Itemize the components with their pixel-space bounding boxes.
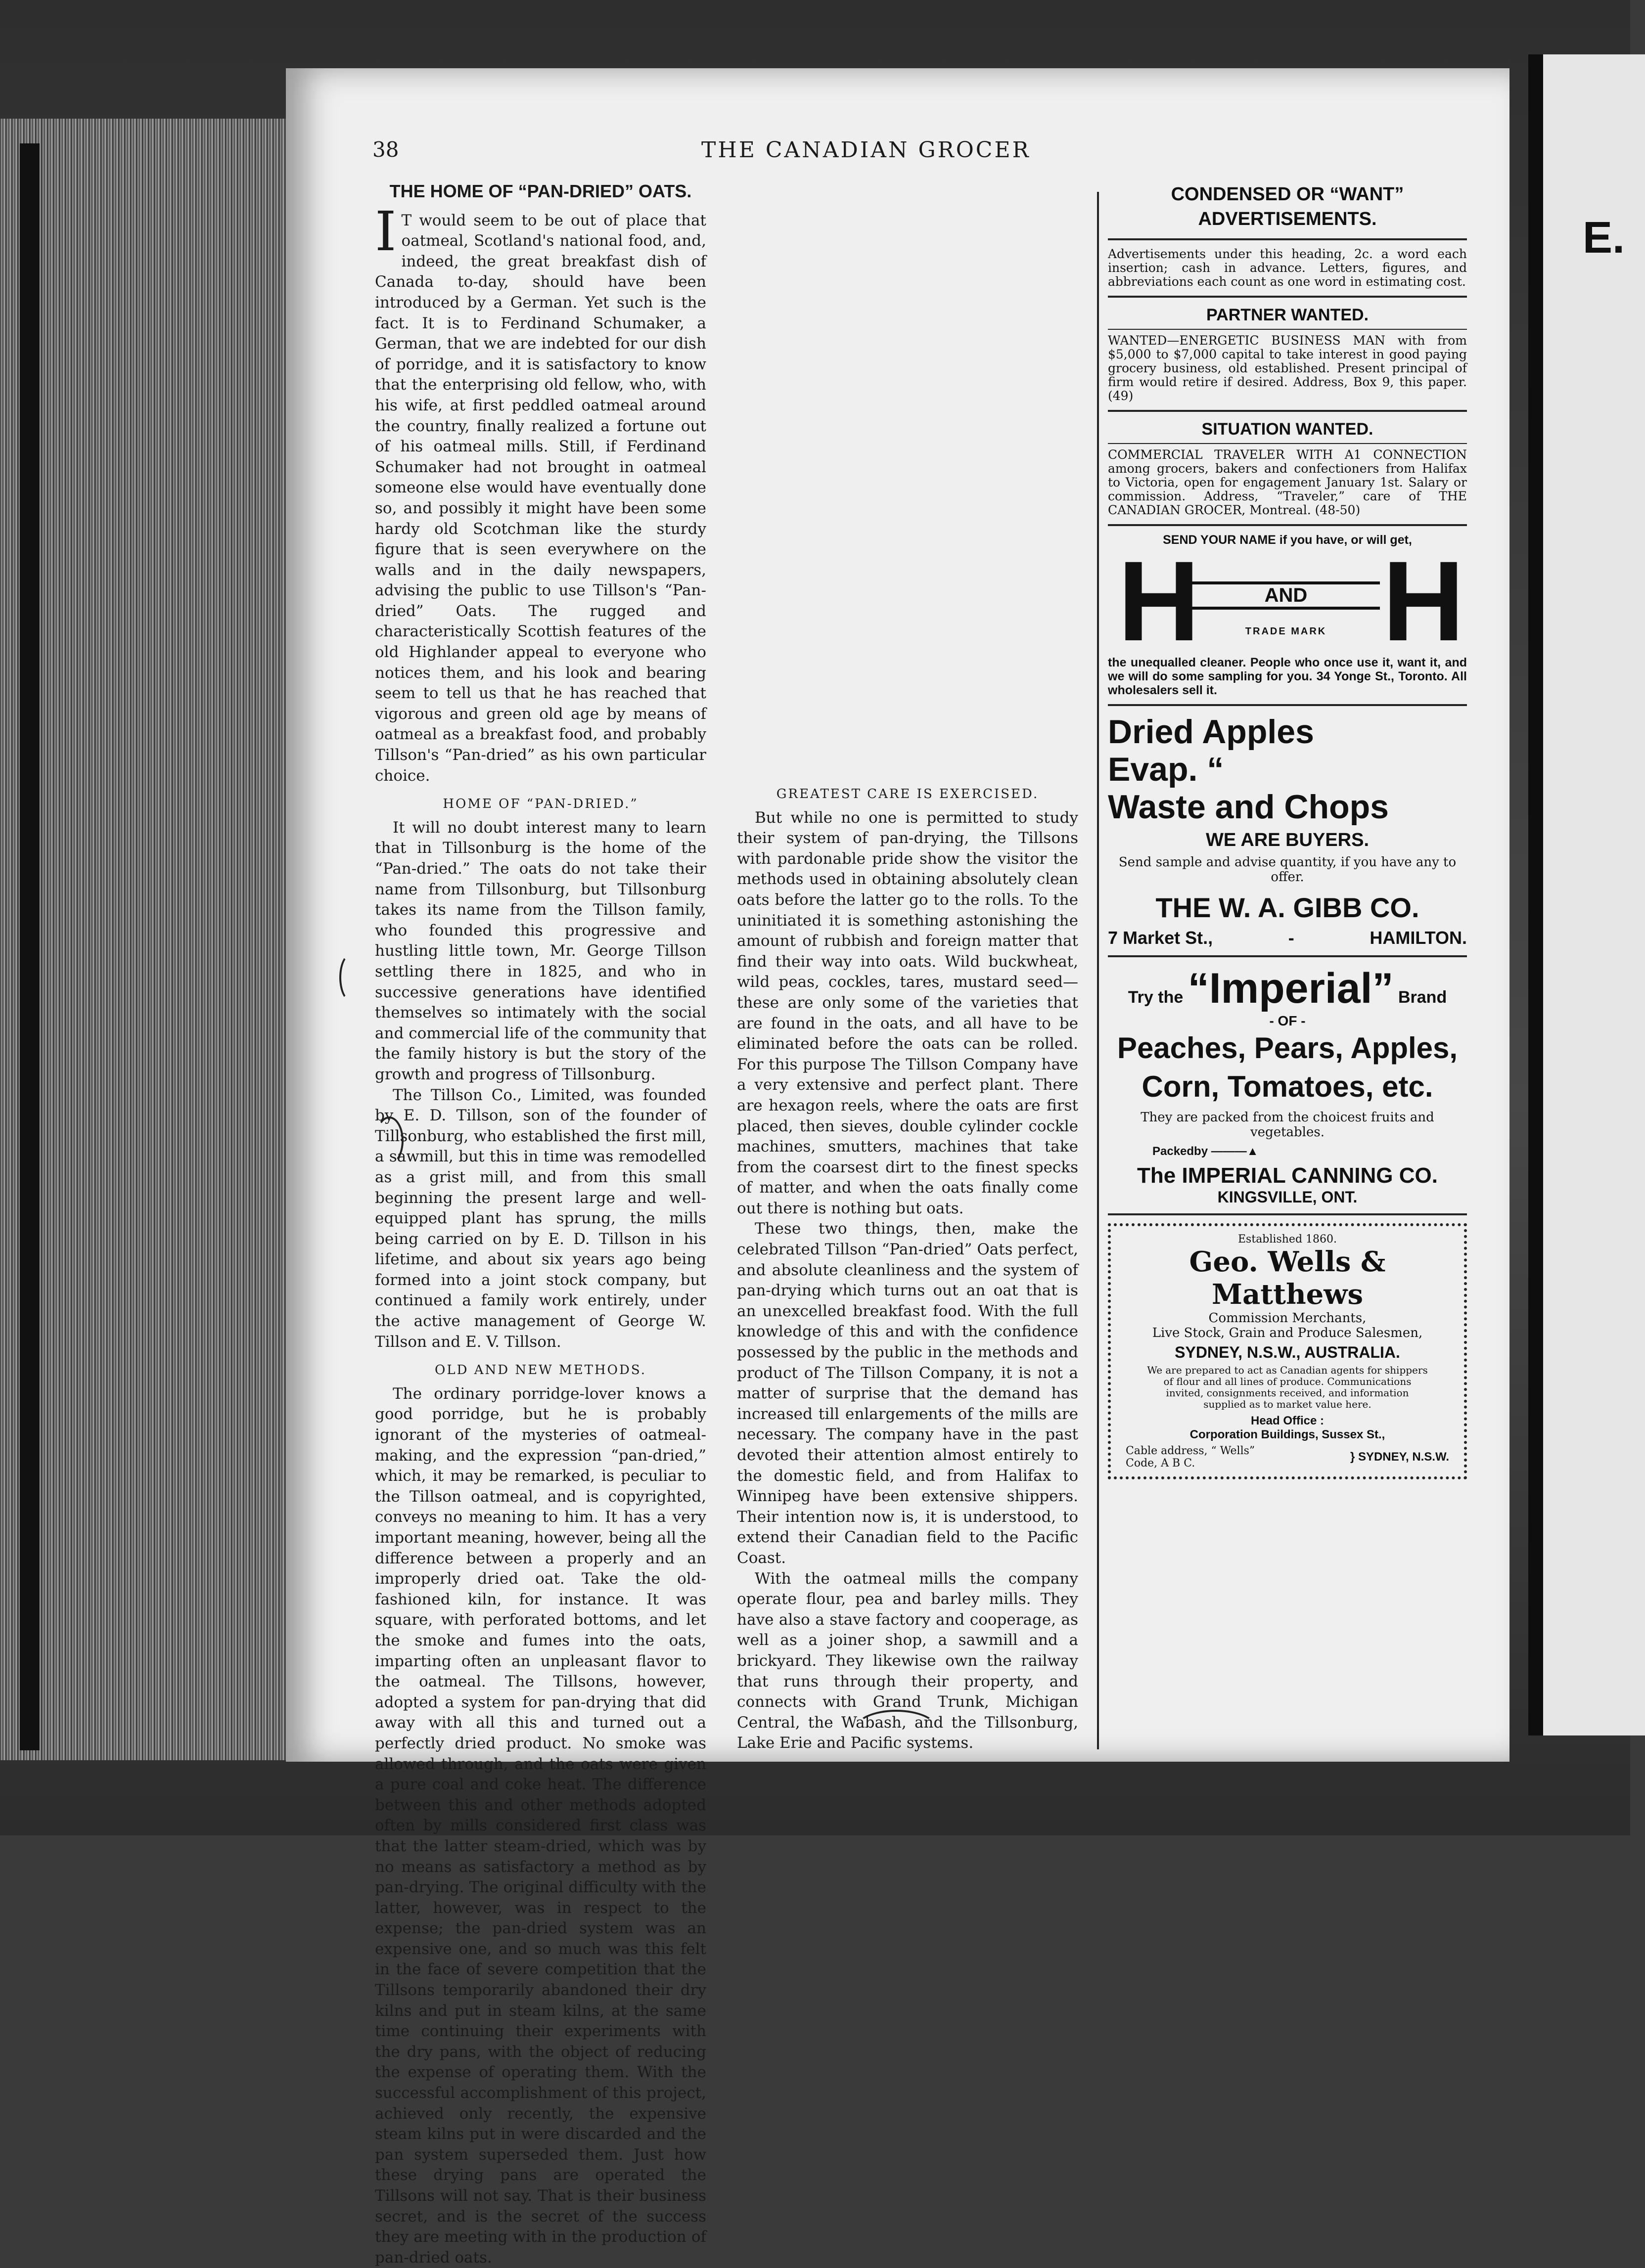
adjacent-page-letter: E. [1583, 213, 1625, 263]
gibb-address: 7 Market St., [1108, 928, 1213, 948]
wells-office: Corporation Buildings, Sussex St., [1189, 1428, 1385, 1441]
hh-trademark-label: TRADE MARK [1245, 626, 1327, 637]
imperial-packedby [1152, 1145, 1467, 1158]
article-intro: IT would seem to be out of place that oatmeal, Scotland's national food, and, indeed, the great breakfast dish of Canada to-day, should have been introduced by a German. Yet such is the fact. It is to Ferdinand Schumaker, a German, that we are indebted for our dish of porridge, and it is satisfactory to know that the enterprising old fellow, who, with his wife, at first peddled oatmeal around the country, finally realized a fortune out of his oatmeal mills. Still, if Ferdinand Schumaker had not brought in oatmeal someone else would have eventually done so, and possibly it might have been some hardy old Scotchman like the sturdy figure that is seen everywhere on the walls and in the daily newspapers, advising the public to use Tillson's “Pan-dried” Oats. The rugged and characteristically Scottish features of the old Highlander appeal to everyone who notices them, and his look and bearing seem to tell us that he has reached that vigorous and green old age by means of oatmeal as a breakfast food, and probably Tillson's “Pan-dried” as his own particular choice. [375, 199, 706, 785]
want-ads-terms: Advertisements under this heading, 2c. a word each insertion; cash in advance. Letters, figures, and abbreviations each count as one word in estimating cost. [1108, 247, 1467, 289]
wells-name: Geo. Wells & Matthews [1189, 1245, 1386, 1311]
wells-cable: Cable address, “ Wells” [1126, 1445, 1255, 1457]
gibb-buyers: WE ARE BUYERS. [1205, 830, 1370, 850]
wells-city: SYDNEY, N.S.W., AUSTRALIA. [1175, 1343, 1400, 1361]
gibb-dash: - [1288, 928, 1294, 948]
pencil-mark [375, 1116, 404, 1165]
wells-code: Code, A B C. [1126, 1457, 1195, 1469]
situation-wanted-text: COMMERCIAL TRAVELER WITH A1 CONNECTION among grocers, bakers and confectioners from Halifax to Victoria, open for engagement January 1st. Salary or commission. Address, “Traveler,” care of THE CANADIAN GROCER, Montreal. (48-50) [1108, 447, 1467, 517]
wells-cable-block [1126, 1445, 1255, 1469]
situation-wanted-head: SITUATION WANTED. [1201, 420, 1373, 439]
pencil-mark [339, 953, 363, 1002]
article-title: THE HOME OF “PAN-DRIED” OATS. [389, 181, 692, 201]
imperial-products-1: Peaches, Pears, Apples, [1117, 1031, 1458, 1065]
arrow-icon: ―――▲ [1211, 1145, 1259, 1158]
gibb-city: HAMILTON. [1370, 928, 1467, 948]
newspaper-page [286, 68, 1509, 2267]
article-para-2: The Tillson Co., Limited, was founded by E. D. Tillson, son of the founder of Tillsonburg, who established the first mill, a sawmill, but this in time was remodelled as a grist mill, and from this small beginning the present large and well-equipped plant has sprung, the mills being carried on by E. D. Tillson in his lifetime, and about six years ago being formed into a joint stock company, but continued a family work entirely, under the active management of George W. Tillson and E. V. Tillson. [375, 1086, 706, 1351]
hh-and: AND [1192, 581, 1380, 610]
imperial-try: Try the [1128, 988, 1184, 1007]
gibb-evap: Evap. “ [1108, 751, 1224, 788]
running-head: THE CANADIAN GROCER [701, 137, 1031, 163]
hh-ad-top: SEND YOUR NAME if you have, or will get, [1163, 533, 1412, 547]
book-page-edges [0, 119, 297, 1760]
partner-wanted-head: PARTNER WANTED. [1206, 306, 1369, 324]
article-column-2 [737, 181, 1078, 1754]
subhead-care: GREATEST CARE IS EXERCISED. [776, 787, 1039, 801]
wells-role-2: Live Stock, Grain and Produce Salesmen, [1152, 1326, 1423, 1340]
divider [1108, 410, 1467, 412]
divider [1108, 296, 1467, 298]
gibb-company-name: THE W. A. GIBB CO. [1155, 892, 1419, 923]
wells-sydney: } SYDNEY, N.S.W. [1350, 1450, 1449, 1464]
imperial-brand: Brand [1398, 988, 1447, 1007]
divider [1108, 704, 1467, 706]
hh-ad-bottom: the unequalled cleaner. People who once use it, want it, and we will do some sampling for you. 34 Yonge St., Toronto. All wholesalers sell it. [1108, 656, 1467, 697]
book-cover-edge [20, 143, 40, 1750]
article-para-5: These two things, then, make the celebrated Tillson “Pan-dried” Oats perfect, and absolute cleanliness and the system of pan-drying which turns out an oat that is an unexcelled breakfast food. With the full knowledge of this and with the confidence possessed by the public in the methods and product of The Tillson Company, it is not a matter of surprise that the demand has increased till enlargements of the mills are necessary. The company have in the past devoted their attention almost entirely to the domestic field, and from Halifax to Winnipeg have been extensive shippers. Their intention now is, it is understood, to extend their Canadian field to the Pacific Coast. [737, 1220, 1078, 1567]
divider [1108, 955, 1467, 957]
gibb-waste-chops: Waste and Chops [1108, 788, 1389, 826]
imperial-headline [1108, 964, 1467, 1013]
pencil-mark [855, 1710, 938, 1748]
divider [1108, 329, 1467, 330]
subhead-home: HOME OF “PAN-DRIED.” [443, 797, 639, 812]
imperial-company: The IMPERIAL CANNING CO. [1137, 1163, 1438, 1188]
partner-wanted-text: WANTED—ENERGETIC BUSINESS MAN with from $5,000 to $7,000 capital to take interest in good paying grocery business, old established. Present principal of firm would retire if desired. Address, Box 9, this paper. (49) [1108, 333, 1467, 403]
wells-established: Established 1860. [1238, 1233, 1337, 1245]
imperial-packedby-label: Packedby [1152, 1145, 1208, 1158]
divider [1108, 1213, 1467, 1215]
wells-cable-row [1126, 1445, 1449, 1469]
imperial-city: KINGSVILLE, ONT. [1217, 1188, 1358, 1206]
wells-matthews-ad [1108, 1223, 1467, 1479]
article-para-6: With the oatmeal mills the company operate flour, pea and barley mills. They have also a stave factory and cooperage, as well as a joiner shop, a sawmill and a brickyard. They likewise own the railway that runs through their property, and connects with Grand Trunk, Michigan Central, the Wabash, and the Tillsonburg, Lake Erie and Pacific systems. [737, 1569, 1078, 1752]
article-para-1: It will no doubt interest many to learn that in Tillsonburg is the home of the “Pan-dried.” The oats do not take their name from Tillsonburg, but Tillsonburg takes its name from the Tillson family, who founded this progressive and hustling little town, Mr. George Tillson settling there in 1825, and who in successive generations have identified themselves so intimately with the social and commercial life of the community that the family history is but the story of the growth and progress of Tillsonburg. [375, 818, 706, 1083]
imperial-products-2: Corn, Tomatoes, etc. [1142, 1070, 1433, 1103]
wells-text: We are prepared to act as Canadian agents for shippers of flour and all lines of produce. Communications invited, consignments received, and information supplied as to market value here. [1147, 1364, 1428, 1410]
article-para-4: But while no one is permitted to study their system of pan-drying, the Tillsons with pardonable pride show the visitor the methods used in obtaining absolutely clean oats before the latter go to the rolls. To the uninitiated it is something astonishing the amount of rubbish and foreign matter that find their way into oats. Wild buckwheat, wild peas, cockles, tares, mustard seed—these are only some of the varieties that are found in the oats, and all have to be eliminated before the oats can be rolled. For this purpose The Tillson Company have a very extensive and perfect plant. There are hexagon reels, where the oats are first placed, then sieves, double cylinder cockle machines, smutters, machines that take from the coarsest dirt to the finest specks of matter, and when the oats finally come out there is nothing but oats. [737, 808, 1078, 1217]
imperial-packed-note: They are packed from the choicest fruits and vegetables. [1141, 1110, 1434, 1140]
wells-office-head: Head Office : [1250, 1414, 1325, 1427]
adjacent-page [1528, 54, 1645, 1735]
article-column-1 [375, 181, 706, 2267]
imperial-of: - OF - [1269, 1013, 1306, 1028]
divider [1108, 238, 1467, 240]
imperial-brand-name: “Imperial” [1188, 965, 1394, 1012]
divider [1108, 524, 1467, 526]
hh-letter-right: H [1382, 537, 1465, 665]
gibb-send-sample: Send sample and advise quantity, if you have any to offer. [1118, 855, 1457, 885]
article-para-3: The ordinary porridge-lover knows a good porridge, but he is probably ignorant of the mysteries of oatmeal-making, and the expression “pan-dried,” which, it may be remarked, is peculiar to the Tillson oatmeal, and is copyrighted, conveys no meaning to him. It has a very important meaning, however, being all the difference between a properly and an improperly dried oat. Take the old-fashioned kiln, for instance. It was square, with perforated bottoms, and let the smoke and fumes into the oats, imparting often an unpleasant flavor to the oatmeal. The Tillsons, however, adopted a system for pan-drying that did away with all this and turned out a perfectly dried product. No smoke was allowed through, and the oats were given a pure coal and coke heat. The difference between this and other methods adopted often by mills considered first class was that the latter steam-dried, which was by no means as satisfactory a method as by pan-drying. The original difficulty with the latter, however, was in respect to the expense; the pan-dried system was an expensive one, and so much was this felt in the face of severe competition that the Tillsons temporarily abandoned their dry kilns and put in steam kilns, at the same time continuing their experiments with the dry pans, with the object of reducing the expense of operating them. With the successful accomplishment of this project, achieved only recently, the expensive steam kilns put in were discarded and the pan system superseded them. Just how these drying pans are operated the Tillsons will not say. That is their business secret, and is the secret of the success they are meeting with in the production of pan-dried oats. [375, 1384, 706, 2267]
want-ads-title: CONDENSED OR “WANT” ADVERTISEMENTS. [1171, 184, 1404, 229]
gibb-dried-apples: Dried Apples [1108, 713, 1314, 751]
page-number: 38 [372, 137, 399, 162]
hh-letter-left: H [1118, 537, 1200, 665]
gibb-address-row [1108, 928, 1467, 948]
divider [1108, 443, 1467, 444]
wells-role-1: Commission Merchants, [1208, 1311, 1367, 1326]
column-rule [1097, 192, 1099, 1749]
subhead-methods: OLD AND NEW METHODS. [435, 1363, 646, 1378]
advertisement-column [1108, 182, 1467, 1479]
